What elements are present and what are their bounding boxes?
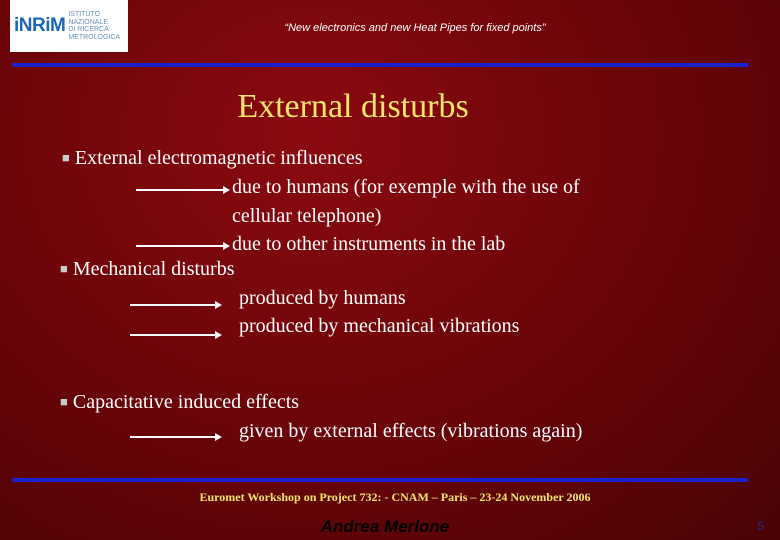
sub-item-text: due to humans (for exemple with the use of <box>232 176 580 198</box>
logo-mark: iNRiM <box>14 15 66 36</box>
bottom-divider <box>12 478 748 482</box>
sub-item-text: produced by humans <box>239 287 406 309</box>
bullet-square-icon: ■ <box>60 261 68 276</box>
sub-item-text: given by external effects (vibrations again) <box>239 420 583 442</box>
bullet-item <box>62 147 363 170</box>
logo-line: ISTITUTO <box>68 11 101 18</box>
presentation-header: “New electronics and new Heat Pipes for fixed points” <box>284 22 546 34</box>
arrow-icon <box>136 245 224 247</box>
bullet-text: Mechanical disturbs <box>72 258 235 280</box>
author-name: Andrea Merlone <box>320 517 450 536</box>
arrow-icon <box>136 189 224 191</box>
bullet-item <box>60 391 299 414</box>
sub-item-text: due to other instruments in the lab <box>232 233 506 255</box>
slide-title: External disturbs <box>237 88 469 125</box>
sub-item-text: cellular telephone) <box>232 205 382 227</box>
arrow-icon <box>130 304 216 306</box>
bullet-square-icon: ■ <box>60 394 68 409</box>
sub-item-text: produced by mechanical vibrations <box>239 315 520 337</box>
footer-event: Euromet Workshop on Project 732: - CNAM – Paris – 23-24 November 2006 <box>199 490 591 504</box>
bullet-square-icon: ■ <box>62 150 70 165</box>
page-number: 5 <box>757 519 764 533</box>
logo-line: NAZIONALE <box>68 18 109 26</box>
logo-line: DI RICERCA <box>68 26 109 33</box>
logo-line: METROLOGICA <box>68 33 121 41</box>
arrow-icon <box>130 334 216 336</box>
bullet-text: Capacitative induced effects <box>72 391 300 413</box>
arrow-icon <box>130 436 216 438</box>
bullet-text: External electromagnetic influences <box>74 147 363 169</box>
top-divider <box>12 63 748 67</box>
bullet-item <box>60 258 234 281</box>
